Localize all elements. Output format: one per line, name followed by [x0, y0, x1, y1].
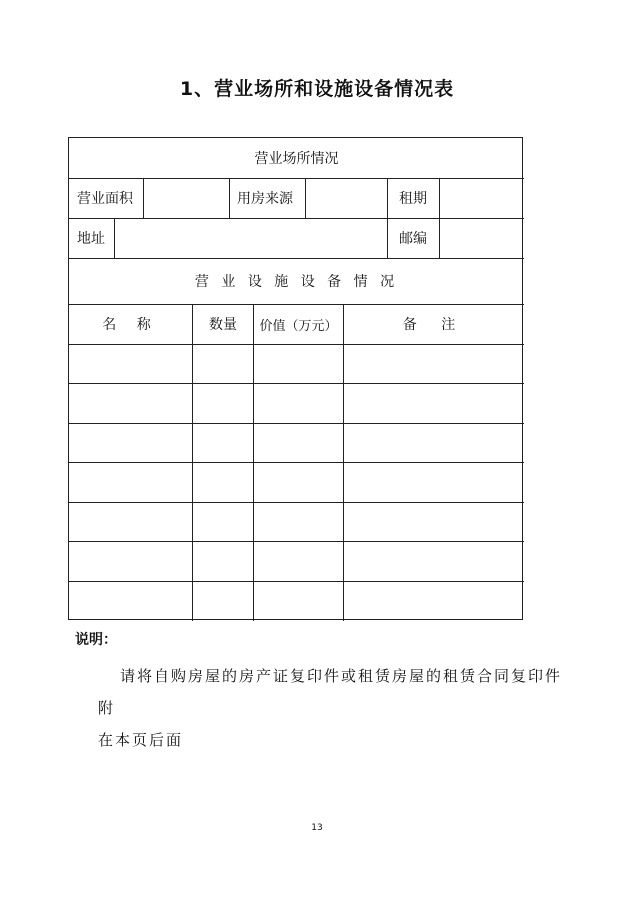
page-number: 13: [311, 823, 323, 833]
table-cell-value[interactable]: [258, 348, 339, 380]
table-cell-value[interactable]: [258, 545, 339, 577]
page-title: 1、营业场所和设施设备情况表: [179, 78, 455, 100]
col-divider: [114, 218, 115, 258]
table-cell-remark[interactable]: [348, 466, 520, 498]
row-divider: [69, 581, 524, 582]
address-field[interactable]: [119, 218, 385, 258]
premises-equipment-table: [68, 137, 523, 620]
source-label: 用房来源: [237, 191, 293, 207]
column-header-value: 价值（万元）: [259, 318, 338, 334]
table-cell-quantity[interactable]: [197, 585, 249, 617]
table-cell-remark[interactable]: [348, 427, 520, 459]
note-body: [98, 660, 568, 756]
table-cell-name[interactable]: [73, 545, 188, 577]
table-cell-remark[interactable]: [348, 585, 520, 617]
table-cell-quantity[interactable]: [197, 387, 249, 419]
table-cell-name[interactable]: [73, 348, 188, 380]
table-cell-name[interactable]: [73, 585, 188, 617]
table-cell-name[interactable]: [73, 427, 188, 459]
note-label: 说明：: [75, 632, 117, 648]
source-field[interactable]: [309, 178, 385, 218]
area-field[interactable]: [147, 178, 227, 218]
table-cell-remark[interactable]: [348, 506, 520, 538]
row-divider: [69, 462, 524, 463]
table-cell-quantity[interactable]: [197, 427, 249, 459]
col-divider: [387, 178, 388, 258]
table-cell-name[interactable]: [73, 506, 188, 538]
col-divider: [439, 178, 440, 258]
postcode-field[interactable]: [443, 218, 523, 258]
row-divider: [69, 423, 524, 424]
table-cell-value[interactable]: [258, 585, 339, 617]
col-divider: [253, 304, 254, 621]
table-cell-quantity[interactable]: [197, 506, 249, 538]
row-divider: [69, 502, 524, 503]
note-line-1: 请将自购房屋的房产证复印件或租赁房屋的租赁合同复印件附: [98, 667, 563, 717]
lease-label: 租期: [399, 191, 427, 207]
table-cell-remark[interactable]: [348, 545, 520, 577]
row-divider: [69, 383, 524, 384]
table-cell-value[interactable]: [258, 506, 339, 538]
row-divider: [69, 541, 524, 542]
equipment-section-header: 营 业 设 施 设 备 情 况: [194, 274, 399, 290]
column-header-remark: 备 注: [402, 317, 466, 333]
col-divider: [343, 304, 344, 621]
table-cell-quantity[interactable]: [197, 348, 249, 380]
postcode-label: 邮编: [399, 231, 427, 247]
column-header-quantity: 数量: [209, 317, 237, 333]
table-cell-remark[interactable]: [348, 348, 520, 380]
col-divider: [192, 304, 193, 621]
col-divider: [305, 178, 306, 218]
table-cell-quantity[interactable]: [197, 545, 249, 577]
table-cell-remark[interactable]: [348, 387, 520, 419]
col-divider: [229, 178, 230, 218]
area-label: 营业面积: [77, 191, 133, 207]
table-cell-name[interactable]: [73, 466, 188, 498]
address-label: 地址: [77, 231, 105, 247]
col-divider: [143, 178, 144, 218]
lease-field[interactable]: [443, 178, 523, 218]
note-line-2: 在本页后面: [98, 731, 184, 749]
table-cell-value[interactable]: [258, 466, 339, 498]
row-divider: [69, 344, 524, 345]
column-header-name: 名 称: [102, 317, 159, 333]
premises-section-header: 营业场所情况: [254, 151, 339, 167]
table-cell-value[interactable]: [258, 387, 339, 419]
table-cell-quantity[interactable]: [197, 466, 249, 498]
table-cell-name[interactable]: [73, 387, 188, 419]
table-cell-value[interactable]: [258, 427, 339, 459]
